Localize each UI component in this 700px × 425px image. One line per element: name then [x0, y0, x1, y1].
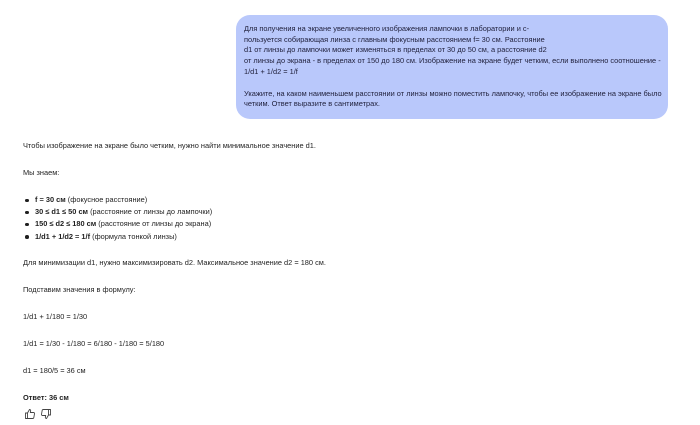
list-item [23, 206, 212, 218]
user-question-line: четким. Ответ выразите в сантиметрах. [244, 99, 380, 109]
user-message-line: 1/d1 + 1/d2 = 1/f [244, 66, 298, 76]
minimize-text: Для минимизации d1, нужно максимизировать d2. Максимальное значение d2 = 180 см. [23, 258, 326, 267]
thumbs-down-icon[interactable] [40, 408, 52, 420]
user-message-line: Для получения на экране увеличенного изображения лампочки в лаборатории и с- [244, 24, 530, 33]
list-item-bold: 30 ≤ d1 ≤ 50 см [35, 207, 89, 217]
list-item-bold: 150 ≤ d2 ≤ 180 см [35, 219, 97, 229]
formula-line: 1/d1 + 1/180 = 1/30 [23, 312, 88, 321]
user-message-line: d1 от линзы до лампочки может изменяться в пределах от 30 до 50 см, а расстояние d2 [244, 45, 547, 55]
list-item-text: (формула тонкой линзы) [90, 231, 177, 241]
answer-intro: Чтобы изображение на экране было четким, нужно найти минимальное значение d1. [23, 141, 316, 150]
list-item-text: (расстояние от линзы до экрана) [96, 219, 212, 229]
list-item-bold: 1/d1 + 1/d2 = 1/f [35, 231, 91, 241]
list-item-bold: f = 30 см [35, 195, 66, 204]
known-label: Мы знаем: [23, 168, 60, 177]
final-answer: Ответ: 36 см [23, 393, 69, 402]
user-message-bubble [236, 15, 668, 119]
list-item [23, 231, 212, 243]
list-item [23, 194, 212, 206]
feedback-bar [24, 408, 52, 420]
user-message-line: пользуется собирающая линза с главным фокусным расстоянием f= 30 см. Расстояние [244, 34, 545, 44]
known-values-list [23, 194, 212, 243]
paragraph-gap [244, 78, 660, 89]
formula-line: 1/d1 = 1/30 - 1/180 = 6/180 - 1/180 = 5/180 [23, 339, 165, 348]
list-item-text: (расстояние от линзы до лампочки) [88, 207, 213, 217]
substitute-text: Подставим значения в формулу: [23, 285, 136, 294]
list-item [23, 218, 212, 230]
thumbs-up-icon[interactable] [24, 408, 36, 420]
user-question-line: Укажите, на каком наименьшем расстоянии от линзы можно поместить лампочку, чтобы ее изображение на экране было [244, 88, 662, 98]
user-message-line: от линзы до экрана - в пределах от 150 до 180 см. Изображение на экране будет четким, если выполнено соотношение - [244, 56, 661, 66]
formula-line: d1 = 180/5 = 36 см [23, 366, 86, 375]
list-item-text: (фокусное расстояние) [65, 195, 148, 204]
